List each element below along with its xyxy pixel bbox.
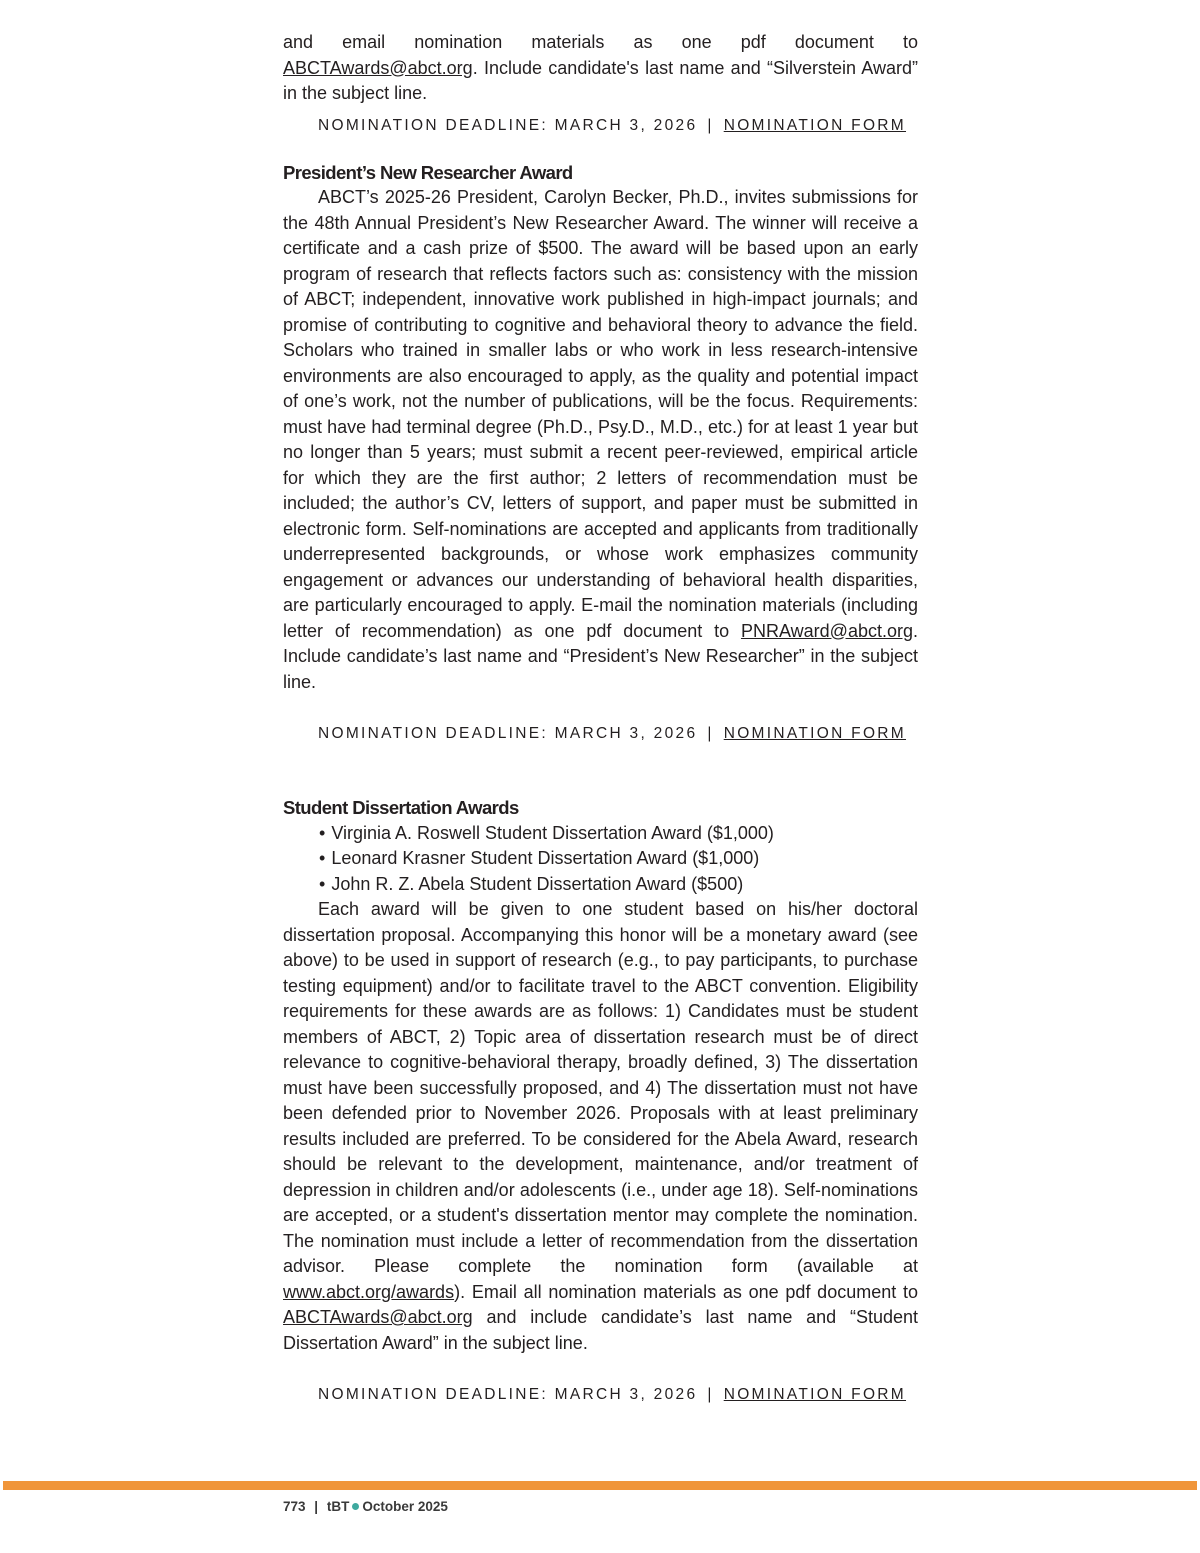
pnr-award-email-link[interactable]: PNRAward@abct.org — [740, 620, 913, 641]
dissertation-text-end: and include candidate’s last name and “Student Dissertation Award” in the subject line. — [283, 1307, 918, 1353]
deadline-label: NOMINATION DEADLINE: MARCH 3, 2026 — [318, 116, 698, 134]
list-item: • Virginia A. Roswell Student Dissertation Award ($1,000) — [319, 821, 918, 847]
page-number: 773 — [283, 1499, 306, 1514]
list-item: • Leonard Krasner Student Dissertation Award ($1,000) — [319, 846, 918, 872]
deadline-separator: | — [707, 725, 714, 742]
footer-accent-bar — [3, 1481, 1197, 1490]
presidents-award-text: ABCT’s 2025-26 President, Carolyn Becker, Ph.D., invites submissions for the 48th Annual President’s New Researcher Award. The winner will receive a certificate and a cash prize of $500. The award will be based upon an early program of research that reflects factors such as: consistency with the mission of ABCT; independent, innovative work published in high-impact journals; and promise of contributing to cognitive and behavioral theory to advance the field. Scholars who trained in smaller labs or who work in less research-intensive environments are also encouraged to apply, as the quality and potential impact of one’s work, not the number of publications, will be the focus. Requirements: must have had terminal degree (Ph.D., Psy.D., M.D., etc.) for at least 1 year but no longer than 5 years; must submit a recent peer-reviewed, empirical article for which they are the first author; 2 letters of recommendation must be included; the author’s CV, letters of support, and paper must be submitted in electronic form. Self-nominations are accepted and applicants from traditionally underrepresented backgrounds, or whose work emphasizes community engagement or advances our understanding of behavioral health disparities, are particularly encouraged to apply. E-mail the nomination materials (including letter of recommendation) as one pdf document to — [283, 187, 918, 641]
nomination-form-link[interactable]: NOMINATION FORM — [723, 725, 907, 742]
deadline-separator: | — [707, 116, 714, 134]
abct-awards-website-link[interactable]: www.abct.org/awards — [283, 1281, 455, 1302]
bullet-dot-icon — [352, 1503, 359, 1510]
publication-name: tBT — [326, 1499, 350, 1514]
intro-text-end: . Include candidate's last name and “Silverstein Award” in the subject line. — [283, 57, 918, 103]
deadline-row-3 — [283, 1386, 918, 1404]
deadline-row-2 — [283, 725, 918, 743]
nomination-form-link[interactable]: NOMINATION FORM — [723, 116, 907, 134]
presidents-award-heading: President’s New Researcher Award — [283, 161, 573, 183]
dissertation-text: Each award will be given to one student based on his/her doctoral dissertation proposal. Accompanying this honor will be a monetary award (see above) to be used in support of research (e.g., to pay participants, to purchase testing equipment) and/or to facilitate travel to the ABCT convention. Eligibility requirements for these awards are as follows: 1) Candidates must be student members of ABCT, 2) Topic area of dissertation research must be of direct relevance to cognitive-behavioral therapy, broadly defined, 3) The dissertation must have been successfully proposed, and 4) The dissertation must not have been defended prior to November 2026. Proposals with at least preliminary results included are preferred. To be considered for the Abela Award, research should be relevant to the development, maintenance, and/or treatment of depression in children and/or adolescents (i.e., under age 18). Self-nominations are accepted, or a student's dissertation mentor may complete the nomination. The nomination must include a letter of recommendation from the dissertation advisor. Please complete the nomination form (available at — [283, 899, 918, 1276]
deadline-row-1 — [283, 117, 918, 135]
deadline-label: NOMINATION DEADLINE: MARCH 3, 2026 — [318, 1386, 698, 1403]
abct-awards-email-link[interactable]: ABCTAwards@abct.org — [283, 57, 473, 78]
issue-date: October 2025 — [362, 1499, 448, 1514]
presidents-award-body — [283, 185, 918, 695]
deadline-label: NOMINATION DEADLINE: MARCH 3, 2026 — [318, 725, 698, 742]
dissertation-awards-body — [283, 897, 918, 1356]
presidents-award-text-end: . Include candidate’s last name and “President’s New Researcher” in the subject line. — [283, 620, 918, 692]
page-footer — [283, 1499, 448, 1514]
dissertation-text-middle: ). Email all nomination materials as one pdf document to — [454, 1281, 918, 1302]
dissertation-awards-heading: Student Dissertation Awards — [283, 797, 519, 818]
dissertation-awards-list — [283, 821, 918, 898]
abct-awards-email-link[interactable]: ABCTAwards@abct.org — [283, 1307, 473, 1327]
footer-separator: | — [314, 1499, 319, 1514]
main-column — [283, 30, 918, 1404]
intro-text: and email nomination materials as one pdf document to — [283, 32, 918, 52]
nomination-form-link[interactable]: NOMINATION FORM — [723, 1386, 907, 1403]
list-item: • John R. Z. Abela Student Dissertation Award ($500) — [319, 872, 918, 898]
silverstein-award-tail — [283, 30, 918, 107]
deadline-separator: | — [707, 1386, 714, 1403]
